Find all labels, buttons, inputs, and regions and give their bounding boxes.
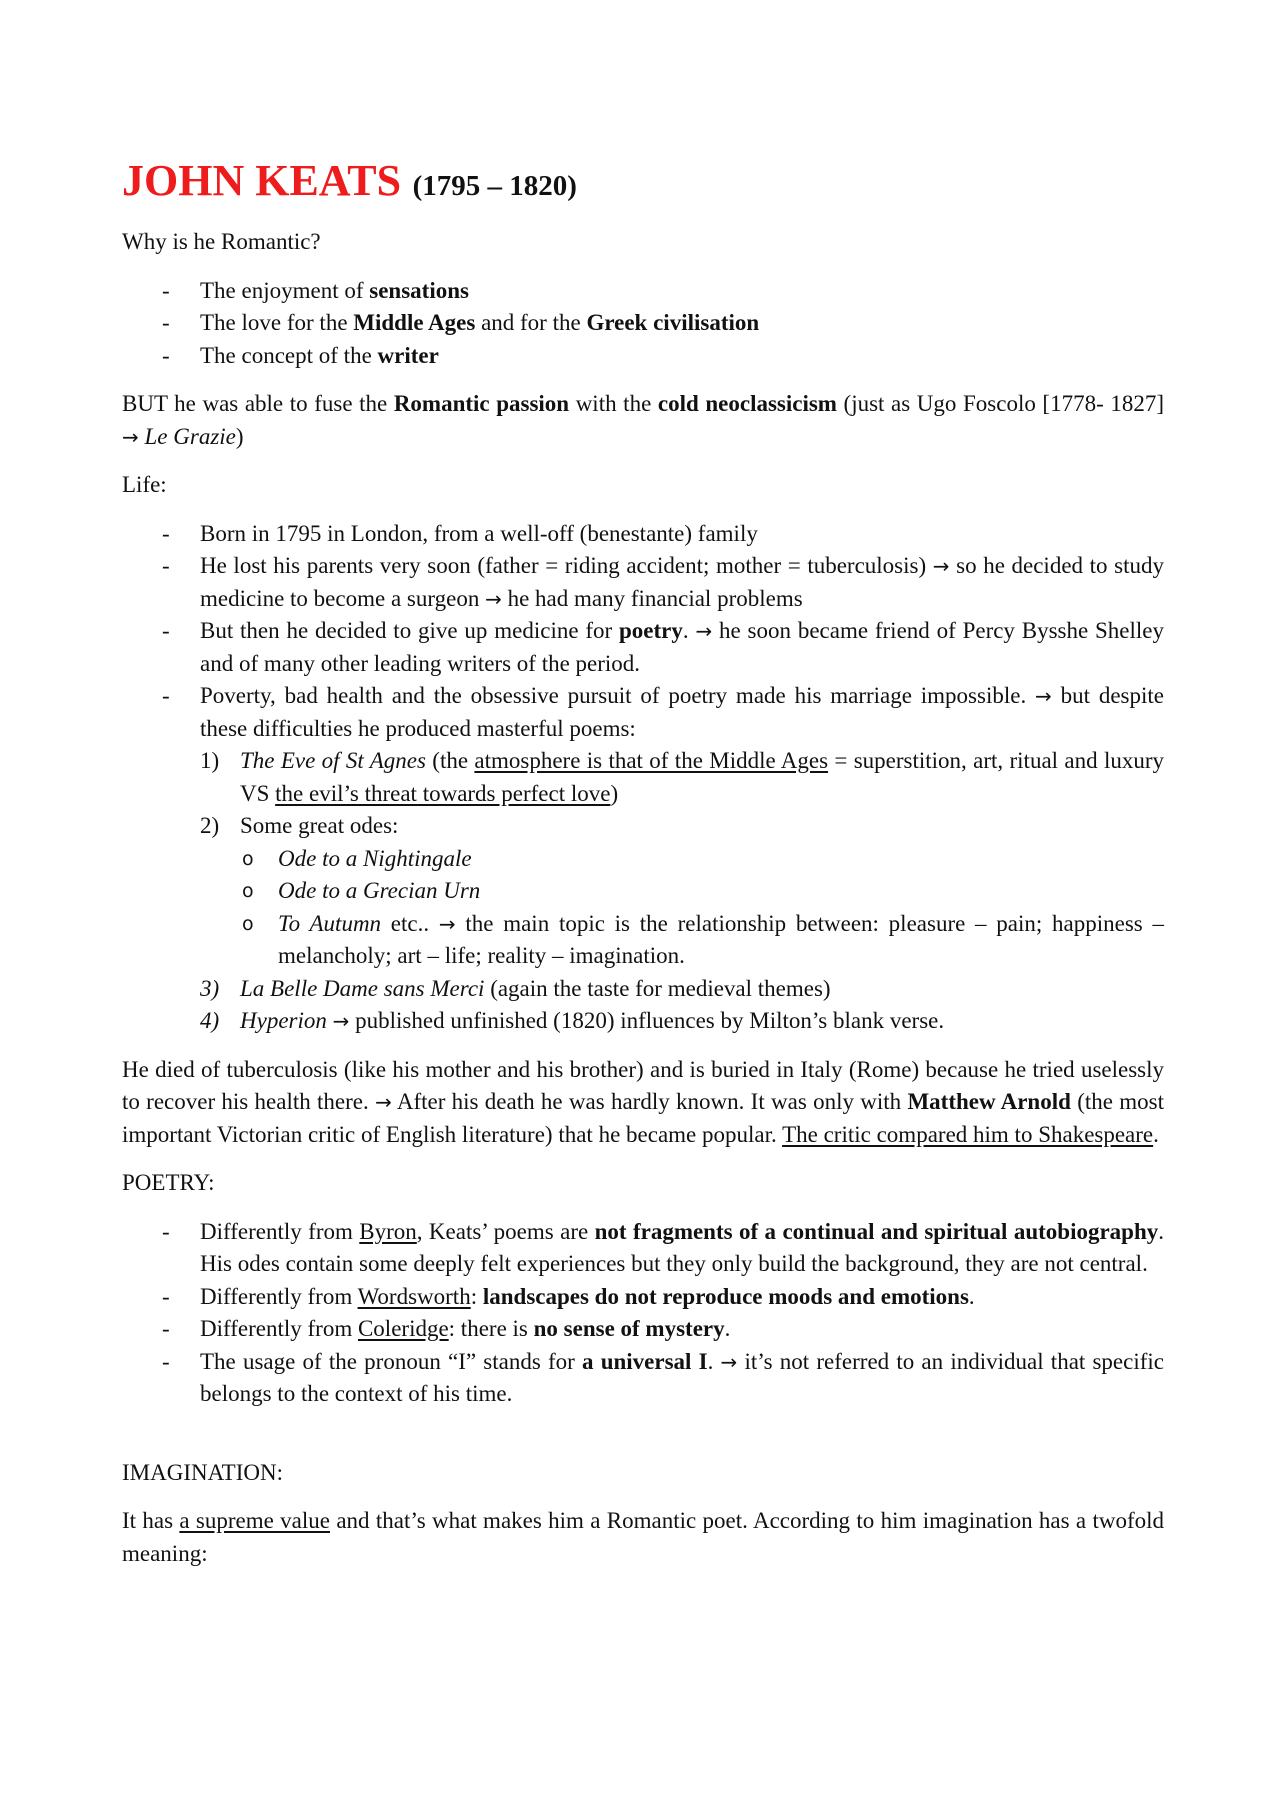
arrow-right-icon: → bbox=[375, 1090, 392, 1114]
romantic-question: Why is he Romantic? bbox=[122, 229, 321, 254]
romantic-reasons-list bbox=[122, 275, 1164, 373]
imagination-paragraph: It has a supreme value and that’s what makes him a Romantic poet. According to him imagination has a twofold meaning: bbox=[122, 1508, 1164, 1566]
arrow-right-icon: → bbox=[695, 619, 713, 643]
list-item: - Differently from Wordsworth: landscapes do not reproduce moods and emotions. bbox=[122, 1281, 1164, 1314]
list-item: - The enjoyment of sensations bbox=[122, 275, 1164, 308]
work-item: 1) The Eve of St Agnes (the atmosphere is that of the Middle Ages = superstition, art, ritual and luxury VS the evil’s threat towards perfect love) bbox=[200, 748, 1164, 806]
arrow-right-icon: → bbox=[1035, 684, 1052, 708]
work-item: 3) La Belle Dame sans Merci (again the taste for medieval themes) bbox=[200, 975, 831, 1001]
arrow-right-icon: → bbox=[332, 1009, 350, 1033]
death-paragraph: He died of tuberculosis (like his mother and his brother) and is buried in Italy (Rome) because he tried uselessly to recover his health there. → After his death he was hardly known. It was only with Matthew Arnold (the most important Victorian critic of English literature) that he became popular. The critic compared him to Shakespeare. bbox=[122, 1056, 1164, 1147]
page-title bbox=[122, 150, 1164, 216]
ode-item: o Ode to a Nightingale bbox=[240, 843, 1164, 876]
arrow-right-icon: → bbox=[438, 911, 456, 936]
list-item: - Differently from Coleridge: there is no sense of mystery. bbox=[122, 1313, 1164, 1346]
circle-bullet-icon: o bbox=[242, 912, 254, 935]
circle-bullet-icon: o bbox=[242, 880, 254, 902]
work-item: 2) Some great odes: o Ode to a Nightingale o Ode to a Grecian Urn o To Autumn etc.. → the main topic is the relationship between: pleasure – pain; happiness – melancholy; art – life; reality – imagination. bbox=[200, 810, 1164, 973]
ode-item: o To Autumn etc.. → the main topic is the relationship between: pleasure – pain; happiness – melancholy; art – life; reality – imagination. bbox=[240, 908, 1164, 973]
poetry-list bbox=[122, 1216, 1164, 1411]
odes-list bbox=[240, 843, 1164, 973]
title-years: (1795 – 1820) bbox=[412, 170, 577, 202]
list-item: - Born in 1795 in London, from a well-off (benestante) family bbox=[122, 518, 1164, 551]
imagination-heading: IMAGINATION: bbox=[122, 1459, 283, 1485]
arrow-right-icon: → bbox=[932, 554, 950, 578]
list-item: - The love for the Middle Ages and for the Greek civilisation bbox=[122, 307, 1164, 340]
life-list bbox=[122, 518, 1164, 1038]
list-item: - The usage of the pronoun “I” stands for a universal I. → it’s not referred to an individual that specific belongs to the context of his time. bbox=[122, 1346, 1164, 1411]
list-item: - The concept of the writer bbox=[122, 340, 1164, 373]
romantic-but-paragraph: BUT he was able to fuse the Romantic passion with the cold neoclassicism (just as Ugo Foscolo [1778- 1827] → Le Grazie) bbox=[122, 391, 1164, 449]
works-list bbox=[200, 745, 1164, 1038]
arrow-right-icon: → bbox=[720, 1349, 738, 1374]
list-item: - Poverty, bad health and the obsessive pursuit of poetry made his marriage impossible. → but despite these difficulties he produced masterful poems: 1) The Eve of St Agnes (the atmosphere is that of the Middle Ages = superstition, art, ritual and luxury VS the evil’s threat towards perfect love) 2) Some great odes: o Ode to a Nightingale o Ode to a Grecian Urn o To Autumn etc.. → the main topic is the relationship between: pleasure – pain; happiness – melancholy; art – life; reality – imagination. 3) La Belle Dame sans Merci (again the taste for medieval themes) 4) Hyperion → published unfinished (1820) influences by Milton’s blank verse. bbox=[122, 680, 1164, 1038]
ode-item: o Ode to a Grecian Urn bbox=[240, 875, 1164, 908]
title-name: JOHN KEATS bbox=[122, 156, 402, 205]
work-item: 4) Hyperion → published unfinished (1820) influences by Milton’s blank verse. bbox=[200, 1008, 945, 1033]
arrow-right-icon: → bbox=[485, 586, 502, 611]
circle-bullet-icon: o bbox=[242, 847, 254, 870]
poetry-heading: POETRY: bbox=[122, 1170, 215, 1195]
list-item: - He lost his parents very soon (father = riding accident; mother = tuberculosis) → so he decided to study medicine to become a surgeon → he had many financial problems bbox=[122, 550, 1164, 615]
arrow-right-icon: → bbox=[122, 424, 139, 449]
life-heading: Life: bbox=[122, 472, 167, 497]
document-body bbox=[122, 150, 1164, 1586]
list-item: - Differently from Byron, Keats’ poems are not fragments of a continual and spiritual autobiography. His odes contain some deeply felt experiences but they only build the background, they are not central. bbox=[122, 1216, 1164, 1281]
list-item: - But then he decided to give up medicine for poetry. → he soon became friend of Percy Bysshe Shelley and of many other leading writers of the period. bbox=[122, 615, 1164, 680]
section-spacer bbox=[122, 1427, 1164, 1457]
